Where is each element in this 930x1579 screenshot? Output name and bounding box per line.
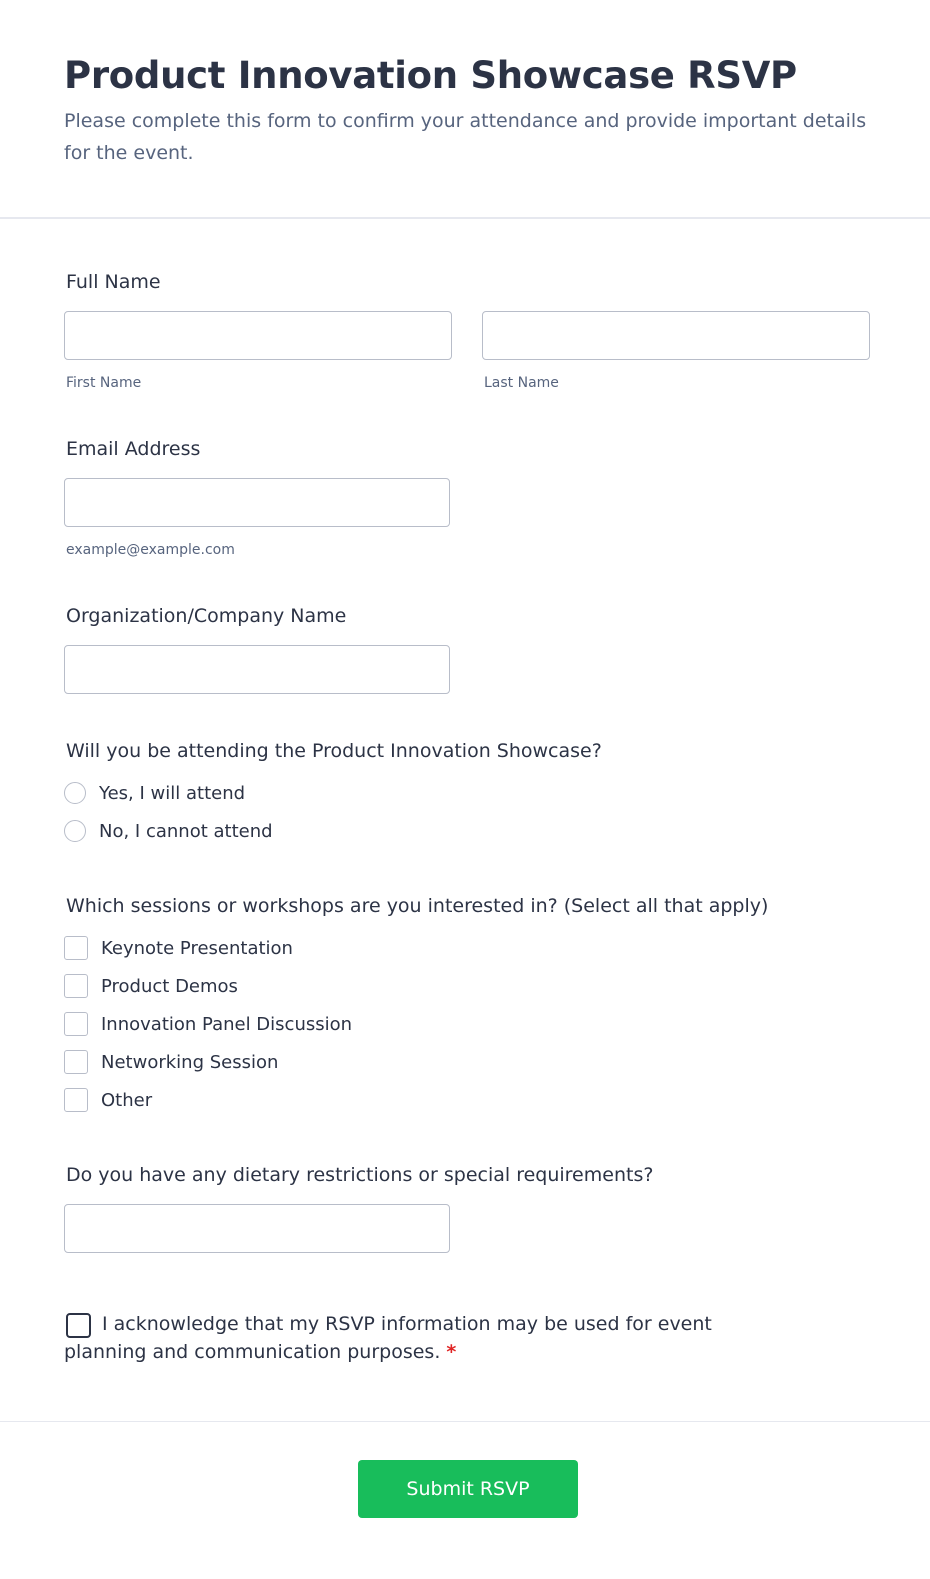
radio-button[interactable] <box>64 782 86 804</box>
checkbox[interactable] <box>64 974 88 998</box>
option-label: Yes, I will attend <box>99 782 246 804</box>
page-subtitle: Please complete this form to confirm your attendance and provide important details for the event. <box>64 110 867 164</box>
dietary-question: Do you have any dietary restrictions or special requirements? <box>66 1164 654 1186</box>
organization-label: Organization/Company Name <box>66 605 347 627</box>
email-input[interactable] <box>64 478 450 527</box>
session-option-other[interactable] <box>64 1087 152 1113</box>
checkbox[interactable] <box>64 1012 88 1036</box>
sessions-question: Which sessions or workshops are you interested in? (Select all that apply) <box>66 895 769 917</box>
checkbox[interactable] <box>64 936 88 960</box>
first-name-input[interactable] <box>64 311 452 360</box>
form-header <box>0 0 930 219</box>
acknowledgement-text-line1: I acknowledge that my RSVP information may be used for event <box>102 1313 712 1335</box>
option-label: Networking Session <box>101 1051 279 1073</box>
dietary-input[interactable] <box>64 1204 450 1253</box>
session-option-product-demos[interactable] <box>64 973 238 999</box>
last-name-sublabel: Last Name <box>484 375 559 391</box>
full-name-label: Full Name <box>66 271 161 293</box>
attendance-option-yes[interactable] <box>64 780 245 806</box>
acknowledgement-text-line2-wrap <box>64 1338 456 1366</box>
acknowledgement-checkbox[interactable] <box>66 1313 91 1338</box>
email-label: Email Address <box>66 438 201 460</box>
option-label: No, I cannot attend <box>99 820 273 842</box>
attendance-option-no[interactable] <box>64 818 273 844</box>
checkbox[interactable] <box>64 1050 88 1074</box>
submit-rsvp-button[interactable]: Submit RSVP <box>358 1460 578 1518</box>
page-title: Product Innovation Showcase RSVP <box>64 54 797 97</box>
last-name-input[interactable] <box>482 311 870 360</box>
checkbox[interactable] <box>64 1088 88 1112</box>
session-option-keynote[interactable] <box>64 935 293 961</box>
organization-input[interactable] <box>64 645 450 694</box>
first-name-sublabel: First Name <box>66 375 142 391</box>
option-label: Product Demos <box>101 975 238 997</box>
session-option-networking[interactable] <box>64 1049 278 1075</box>
required-mark: * <box>446 1341 457 1363</box>
session-option-panel[interactable] <box>64 1011 352 1037</box>
footer-divider <box>0 1421 930 1422</box>
option-label: Keynote Presentation <box>101 937 293 959</box>
acknowledgement-text-line2: planning and communication purposes. <box>64 1341 441 1363</box>
option-label: Other <box>101 1089 153 1111</box>
email-sublabel: example@example.com <box>66 542 235 558</box>
attendance-question: Will you be attending the Product Innovation Showcase? <box>66 740 602 762</box>
radio-button[interactable] <box>64 820 86 842</box>
option-label: Innovation Panel Discussion <box>101 1013 353 1035</box>
